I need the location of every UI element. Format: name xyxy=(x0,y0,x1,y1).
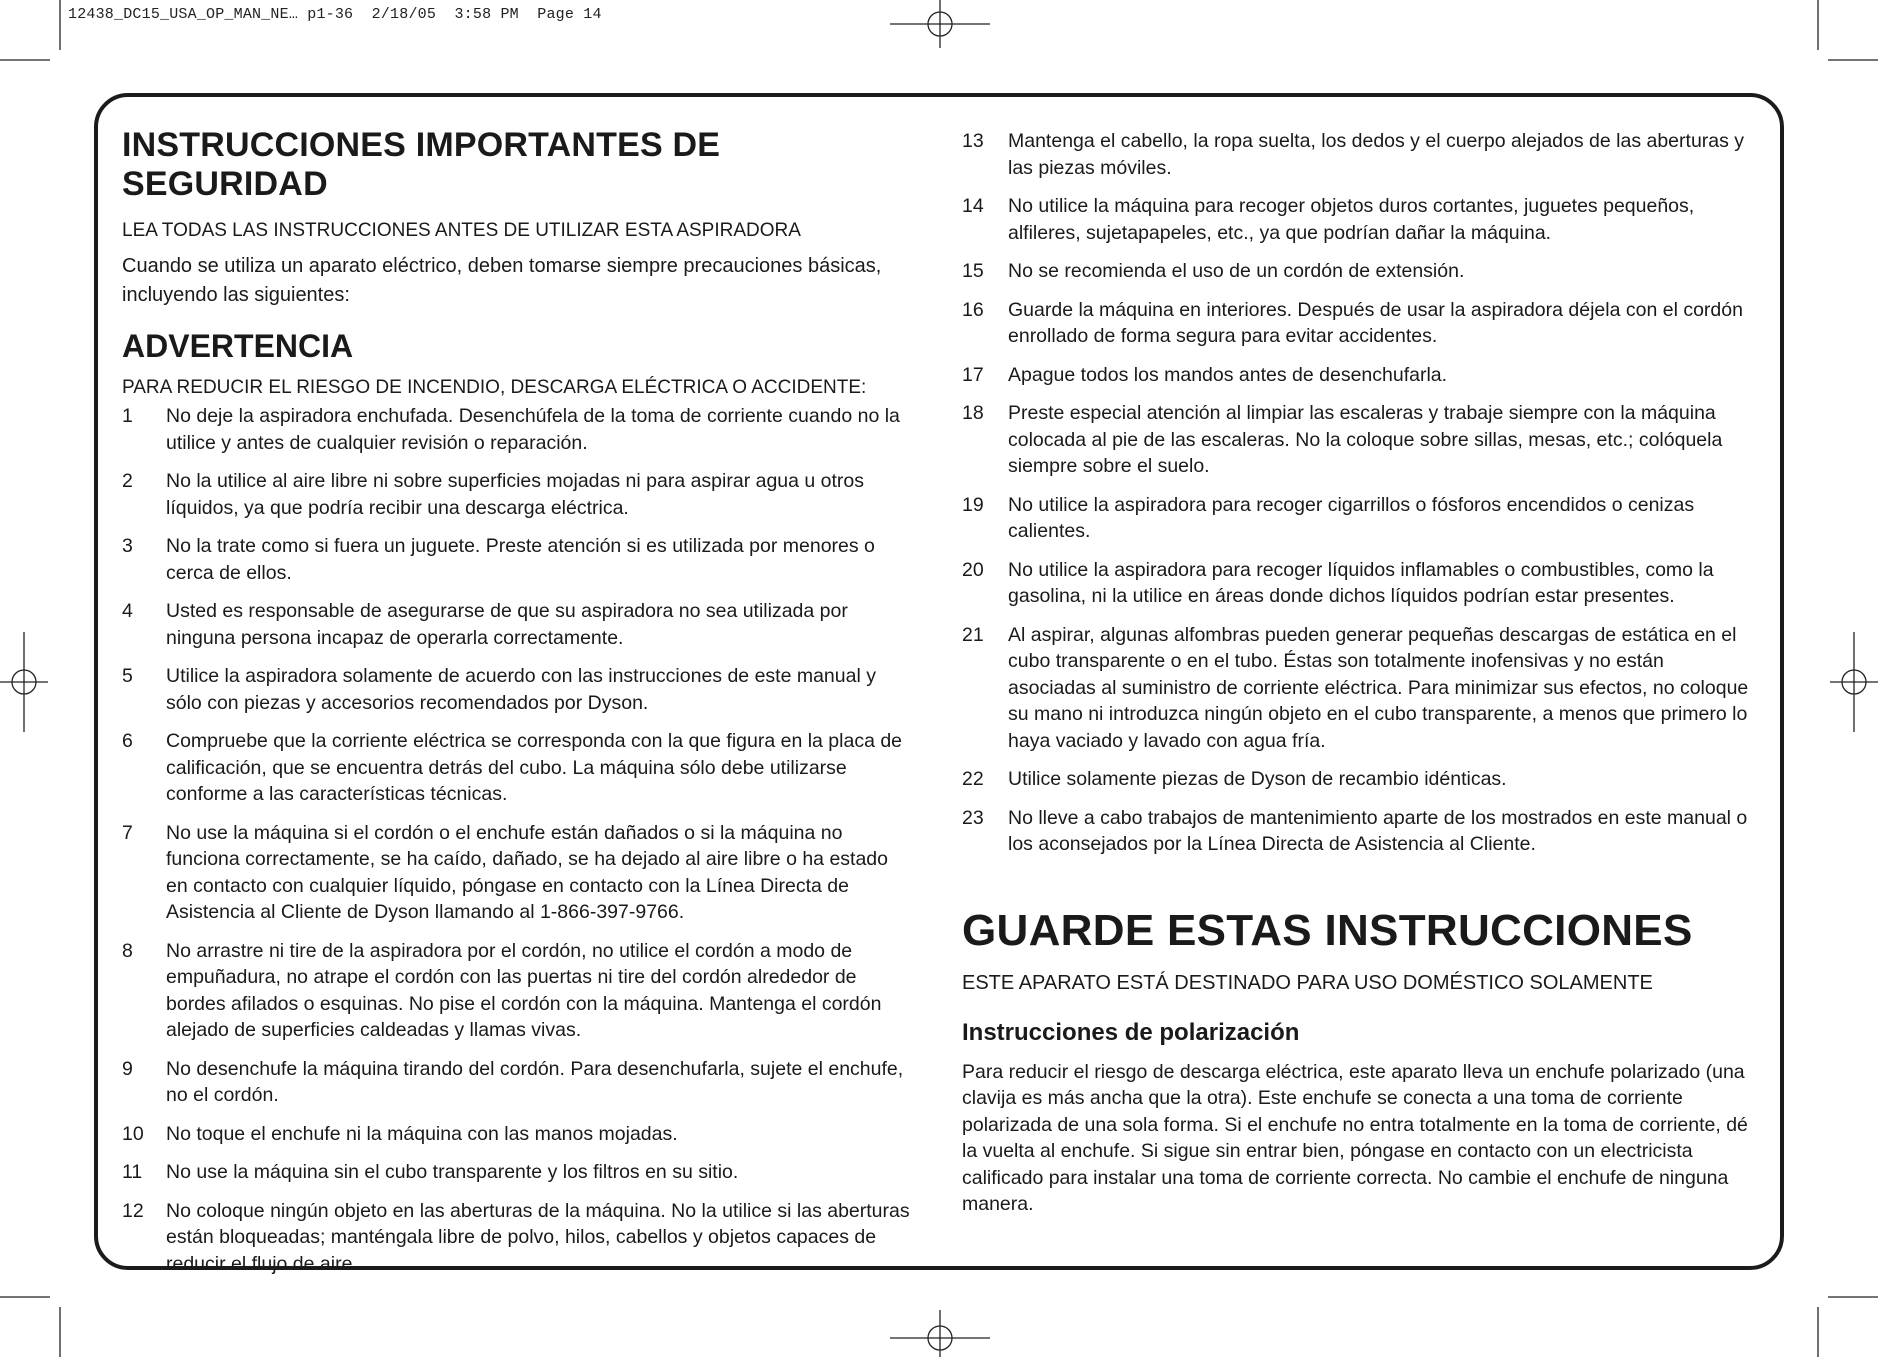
item-text: Utilice solamente piezas de Dyson de recambio idénticas. xyxy=(1008,768,1507,790)
warning-subheading: PARA REDUCIR EL RIESGO DE INCENDIO, DESCARGA ELÉCTRICA O ACCIDENTE: xyxy=(122,377,867,398)
right-column xyxy=(962,128,1752,1218)
item-number: 2 xyxy=(122,470,133,492)
item-text: Utilice la aspiradora solamente de acuerdo con las instrucciones de este manual y sólo con piezas y accesorios recomendados por Dyson. xyxy=(166,665,876,714)
item-text: Usted es responsable de asegurarse de que su aspiradora no sea utilizada por ninguna persona incapaz de operarla correctamente. xyxy=(166,600,848,649)
item-number: 16 xyxy=(962,298,984,321)
list-item xyxy=(962,128,1752,181)
item-text: No lleve a cabo trabajos de mantenimiento aparte de los mostrados en este manual o los aconsejados por la Línea Directa de Asistencia al Cliente. xyxy=(1008,806,1748,855)
item-text: No coloque ningún objeto en las aberturas de la máquina. No la utilice si las aberturas están bloqueadas; manténgala libre de polvo, hilos, cabellos y objetos capaces de reducir el flujo de aire. xyxy=(166,1199,910,1275)
domestic-use-notice: ESTE APARATO ESTÁ DESTINADO PARA USO DOMÉSTICO SOLAMENTE xyxy=(962,971,1653,994)
item-number: 14 xyxy=(962,195,984,217)
item-number: 5 xyxy=(122,665,133,687)
list-item xyxy=(962,193,1752,246)
list-item xyxy=(962,622,1752,755)
page-title: INSTRUCCIONES IMPORTANTES DE SEGURIDAD xyxy=(122,126,721,203)
item-text: No desenchufe la máquina tirando del cordón. Para desenchufarla, sujete el enchufe, no el cordón. xyxy=(166,1057,904,1106)
list-item xyxy=(122,1121,912,1148)
item-text: Al aspirar, algunas alfombras pueden generar pequeñas descargas de estática en el cubo transparente o en el tubo. Éstas son totalmente inofensivas y no están asociadas al suministro de corriente eléctrica. Para minimizar sus efectos, no coloque su mano ni introduzca ningún objeto en el cubo transparente, a menos que primero lo haya vaciado y lavado con agua fría. xyxy=(1008,623,1749,752)
list-item xyxy=(122,468,912,521)
item-number: 10 xyxy=(122,1122,144,1145)
item-number: 22 xyxy=(962,768,984,790)
list-item xyxy=(122,728,912,808)
item-text: No deje la aspiradora enchufada. Desenchúfela de la toma de corriente cuando no la utilice y antes de cualquier revisión o reparación. xyxy=(166,405,900,454)
list-item xyxy=(962,297,1752,350)
list-item xyxy=(122,1056,912,1109)
item-text: No utilice la máquina para recoger objetos duros cortantes, juguetes pequeños, alfileres, sujetapapeles, etc., ya que podrían dañar la máquina. xyxy=(1008,195,1695,244)
list-item xyxy=(962,805,1752,858)
list-item xyxy=(122,1198,912,1278)
registration-mark-bottom xyxy=(890,1310,990,1357)
list-item xyxy=(962,258,1752,285)
item-number: 8 xyxy=(122,939,133,962)
item-number: 11 xyxy=(122,1161,143,1183)
item-text: Guarde la máquina en interiores. Después de usar la aspiradora déjela con el cordón enrollado de forma segura para evitar accidentes. xyxy=(1008,298,1743,347)
warning-heading: ADVERTENCIA xyxy=(122,328,354,364)
list-item xyxy=(122,820,912,926)
item-number: 23 xyxy=(962,806,984,829)
item-text: Preste especial atención al limpiar las escaleras y trabaje siempre con la máquina colocada al pie de las escaleras. No la coloque sobre sillas, mesas, etc.; colóquela siempre sobre el suelo. xyxy=(1008,402,1723,477)
item-text: No use la máquina sin el cubo transparente y los filtros en su sitio. xyxy=(166,1161,739,1183)
item-number: 9 xyxy=(122,1057,133,1080)
registration-mark-left xyxy=(0,632,48,732)
intro-text: Cuando se utiliza un aparato eléctrico, deben tomarse siempre precauciones básicas, incluyendo las siguientes: xyxy=(122,255,882,306)
safety-list-right xyxy=(962,128,1752,858)
list-item xyxy=(962,492,1752,545)
list-item xyxy=(962,362,1752,389)
item-number: 13 xyxy=(962,130,984,152)
item-number: 6 xyxy=(122,730,133,752)
item-number: 1 xyxy=(122,405,133,427)
item-text: Compruebe que la corriente eléctrica se corresponda con la que figura en la placa de calificación, que se encuentra detrás del cubo. La máquina sólo debe utilizarse conforme a las características técnicas. xyxy=(166,730,903,805)
item-number: 20 xyxy=(962,558,984,581)
list-item xyxy=(962,400,1752,480)
item-text: No utilice la aspiradora para recoger cigarrillos o fósforos encendidos o cenizas calientes. xyxy=(1008,493,1695,542)
item-text: No se recomienda el uso de un cordón de extensión. xyxy=(1008,260,1465,282)
item-text: Mantenga el cabello, la ropa suelta, los dedos y el cuerpo alejados de las aberturas y las piezas móviles. xyxy=(1008,130,1745,179)
read-all-notice: LEA TODAS LAS INSTRUCCIONES ANTES DE UTILIZAR ESTA ASPIRADORA xyxy=(122,220,801,241)
list-item xyxy=(122,403,912,456)
item-text: No utilice la aspiradora para recoger líquidos inflamables o combustibles, como la gasolina, ni la utilice en áreas donde dichos líquidos podrían estar presentes. xyxy=(1008,558,1714,607)
item-number: 4 xyxy=(122,600,133,622)
polarization-text: Para reducir el riesgo de descarga eléctrica, este aparato lleva un enchufe polarizado (una clavija es más ancha que la otra). Este enchufe se conecta a una toma de corriente polarizada de una sola forma. Si el enchufe no entra totalmente en la toma de corriente, dé la vuelta al enchufe. Si sigue sin entrar bien, póngase en contacto con un electricista calificado para instalar una toma de corriente correcta. No cambie el enchufe de ninguna manera. xyxy=(962,1060,1748,1215)
item-text: No toque el enchufe ni la máquina con las manos mojadas. xyxy=(166,1122,678,1145)
list-item xyxy=(122,1159,912,1186)
save-instructions-heading: GUARDE ESTAS INSTRUCCIONES xyxy=(962,905,1693,955)
registration-mark-right xyxy=(1830,632,1878,732)
item-number: 19 xyxy=(962,493,984,516)
item-number: 7 xyxy=(122,821,133,844)
item-text: No la utilice al aire libre ni sobre superficies mojadas ni para aspirar agua u otros líquidos, ya que podría recibir una descarga eléctrica. xyxy=(166,470,865,519)
list-item xyxy=(122,533,912,586)
print-slug-line: 12438_DC15_USA_OP_MAN_NE… p1-36 2/18/05 3:58 PM Page 14 xyxy=(68,6,602,23)
item-text: No use la máquina si el cordón o el enchufe están dañados o si la máquina no funciona correctamente, se ha caído, dañado, se ha dejado al aire libre o ha estado en contacto con cualquier líquido, póngase en contacto con la Línea Directa de Asistencia al Cliente de Dyson llamando al 1-866-397-9766. xyxy=(166,821,888,923)
list-item xyxy=(962,766,1752,793)
item-text: No la trate como si fuera un juguete. Preste atención si es utilizada por menores o cerca de ellos. xyxy=(166,535,875,584)
item-text: No arrastre ni tire de la aspiradora por el cordón, no utilice el cordón a modo de empuñadura, no atrape el cordón con las puertas ni tire del cordón alrededor de bordes afilados o esquinas. No pise el cordón con la máquina. Mantenga el cordón alejado de superficies caldeadas y llamas vivas. xyxy=(166,939,882,1041)
item-number: 17 xyxy=(962,363,984,386)
list-item xyxy=(962,557,1752,610)
safety-list-left xyxy=(122,403,912,1277)
item-number: 3 xyxy=(122,535,133,557)
item-number: 15 xyxy=(962,260,984,282)
item-number: 18 xyxy=(962,402,984,424)
item-number: 21 xyxy=(962,623,984,646)
list-item xyxy=(122,598,912,651)
item-text: Apague todos los mandos antes de desenchufarla. xyxy=(1008,363,1448,386)
item-number: 12 xyxy=(122,1199,144,1222)
registration-mark-top xyxy=(890,0,990,48)
list-item xyxy=(122,938,912,1044)
left-column xyxy=(122,126,912,1289)
polarization-heading: Instrucciones de polarización xyxy=(962,1018,1300,1046)
list-item xyxy=(122,663,912,716)
